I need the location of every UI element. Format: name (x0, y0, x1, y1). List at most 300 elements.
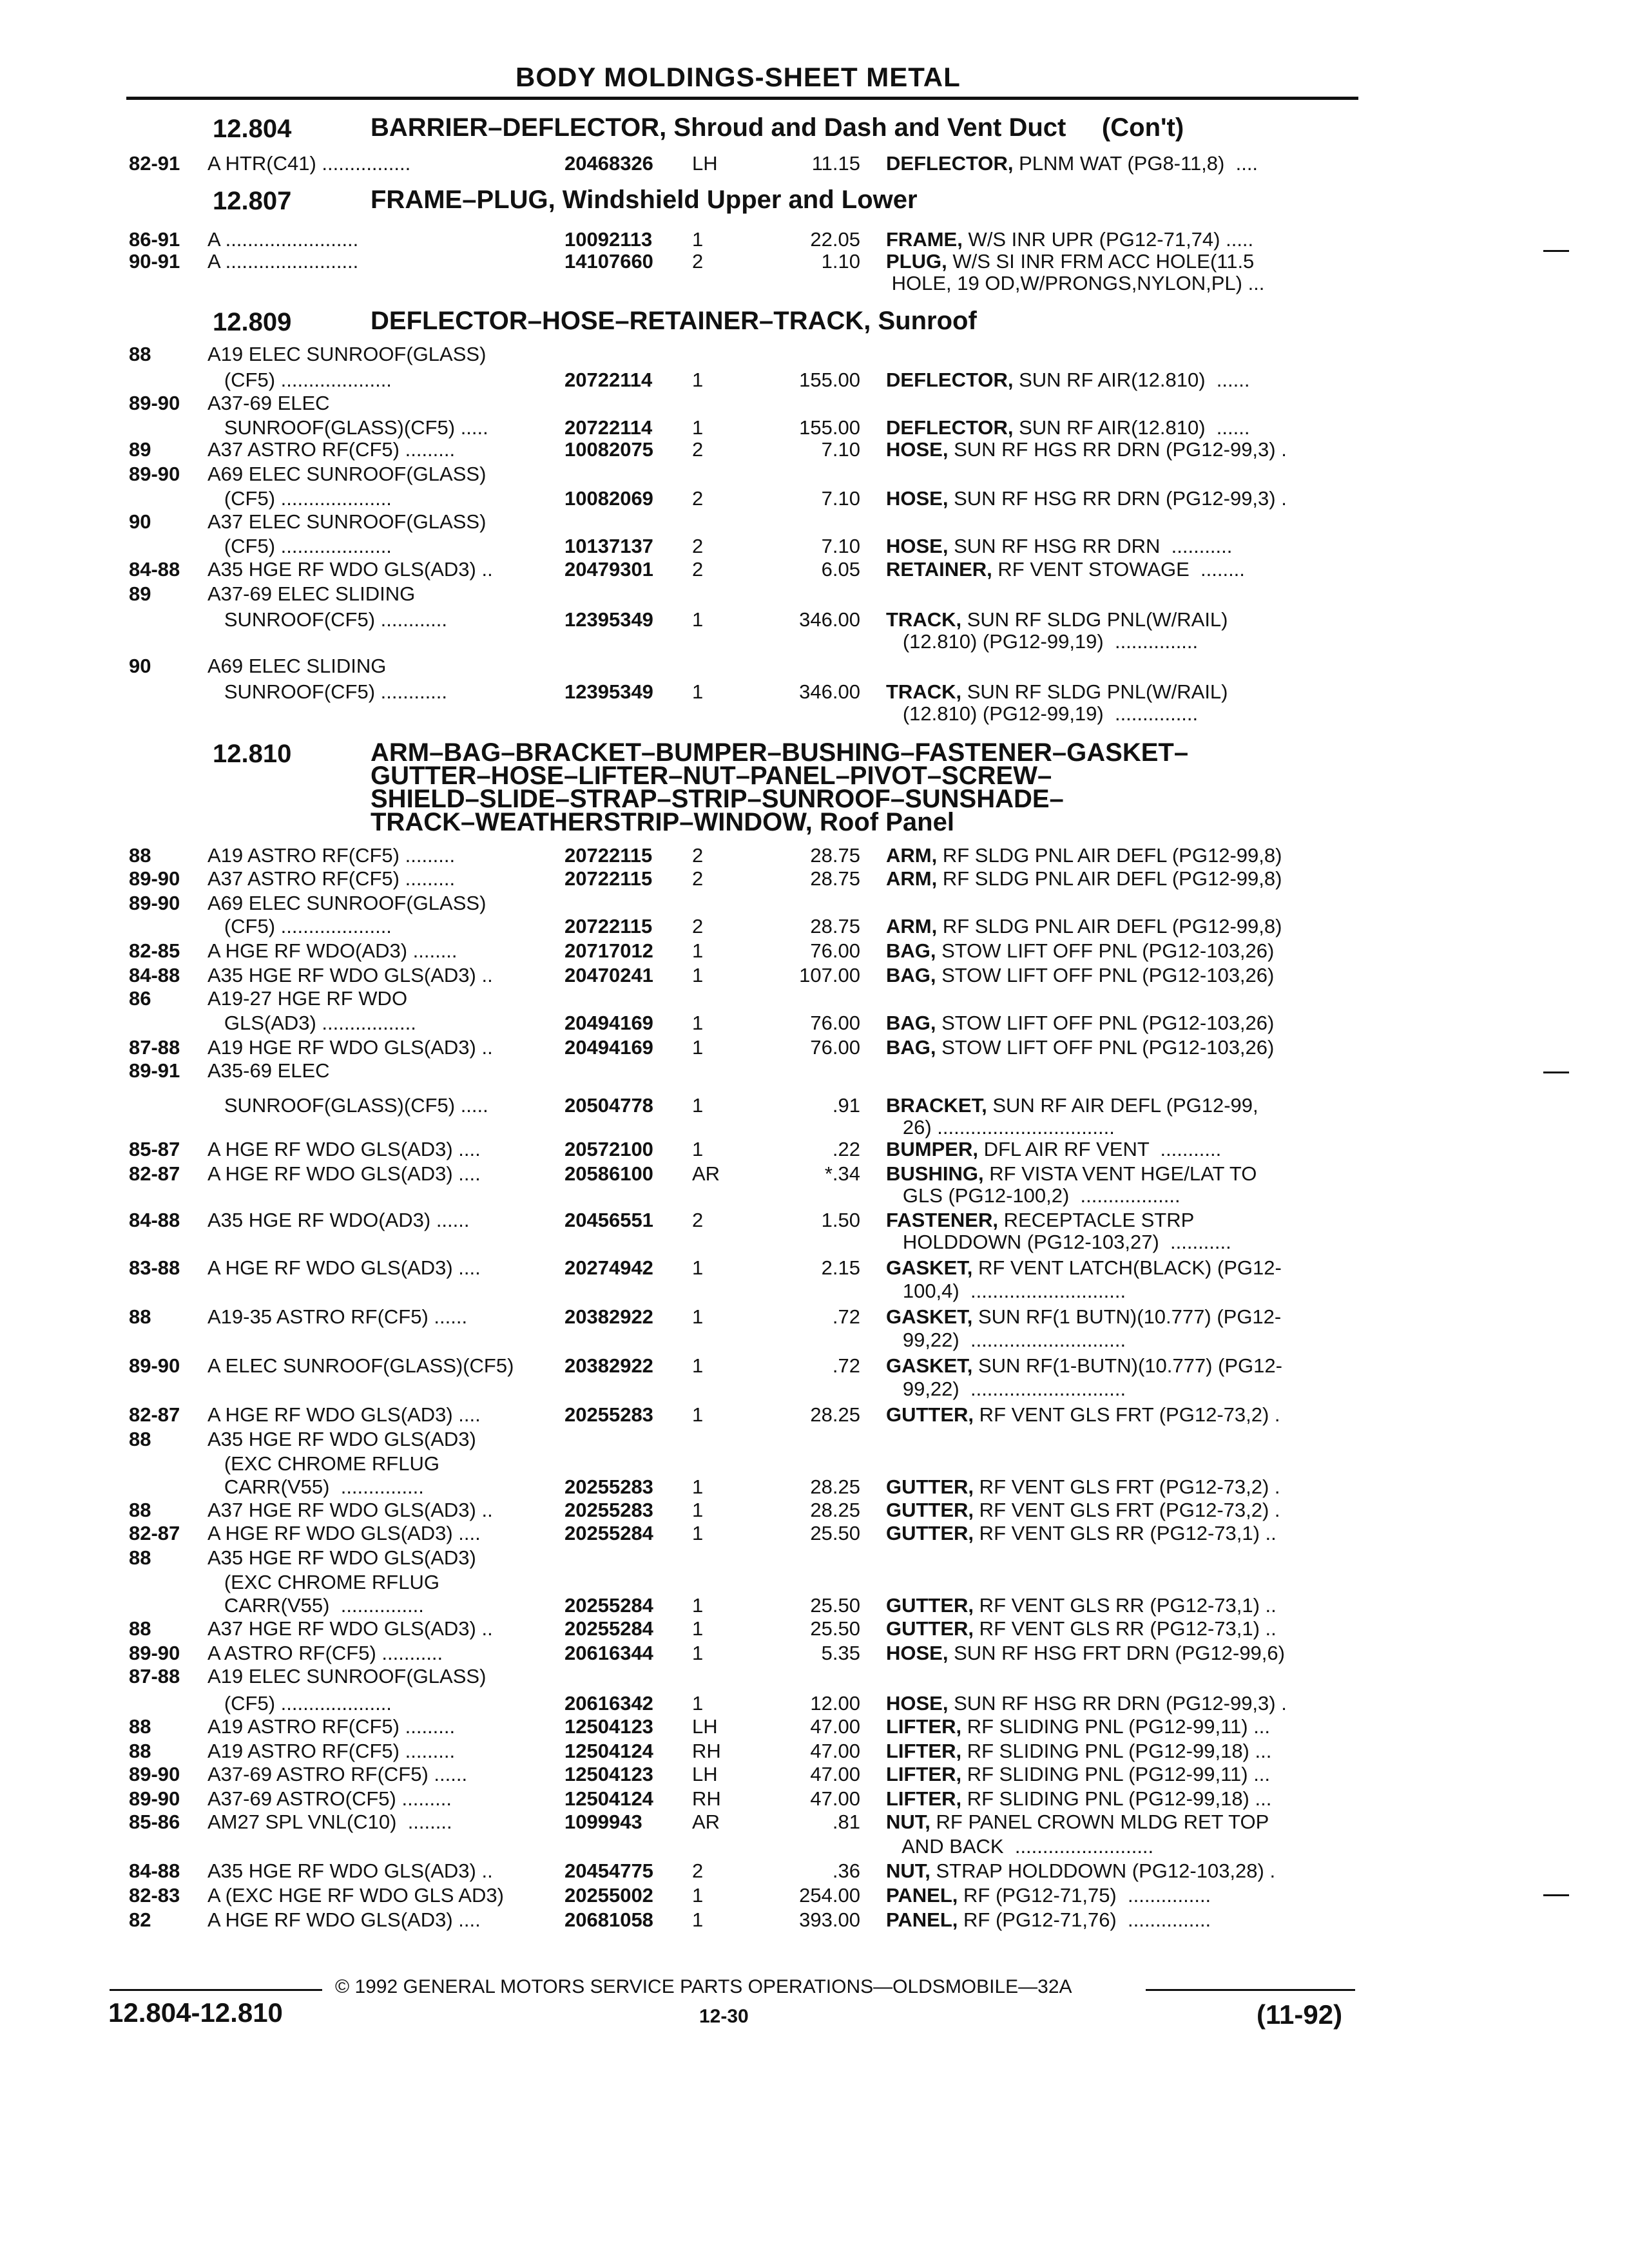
model-years: 87-88 (129, 1036, 180, 1059)
description (886, 1231, 1231, 1254)
table-row (0, 1617, 1629, 1640)
description-text: RF SLIDING PNL (PG12-99,11) ... (961, 1763, 1271, 1785)
application: A19 HGE RF WDO GLS(AD3) .. (207, 1036, 493, 1059)
description-head: LIFTER, (886, 1787, 962, 1810)
model-years: 83-88 (129, 1256, 180, 1279)
description-text: SUN RF AIR(12.810) ...... (1013, 416, 1250, 439)
quantity: 2 (692, 1209, 704, 1231)
price: 28.25 (810, 1403, 860, 1426)
price: 28.75 (810, 844, 860, 867)
description-text: 99,22) ............................ (886, 1378, 1126, 1400)
quantity: 1 (692, 1475, 704, 1498)
description-head: GASKET, (886, 1354, 973, 1377)
quantity: 2 (692, 915, 704, 937)
description-text: RF SLDG PNL AIR DEFL (PG12-99,8) (937, 867, 1282, 890)
part-number: 12504124 (564, 1740, 653, 1762)
description-text: PLNM WAT (PG8-11,8) .... (1013, 152, 1258, 175)
table-row (0, 438, 1629, 461)
price: .22 (832, 1138, 860, 1160)
description (886, 250, 1254, 273)
description-text: SUN RF HSG RR DRN (PG12-99,3) . (948, 1692, 1287, 1715)
description-text: HOLDDOWN (PG12-103,27) ........... (886, 1231, 1231, 1253)
description-text: W/S SI INR FRM ACC HOLE(11.5 (947, 250, 1255, 273)
description-head: HOSE, (886, 487, 949, 510)
description-head: LIFTER, (886, 1763, 962, 1785)
application: A37 ASTRO RF(CF5) ......... (207, 867, 456, 890)
table-row (0, 987, 1629, 1010)
table-row (0, 558, 1629, 581)
description (886, 1162, 1257, 1186)
header-rule (126, 97, 1358, 100)
part-number: 12504123 (564, 1763, 653, 1785)
table-row (0, 1184, 1629, 1207)
section-title: FRAME–PLUG, Windshield Upper and Lower (371, 186, 918, 214)
application: (CF5) .................... (207, 1692, 392, 1715)
description-head: LIFTER, (886, 1740, 962, 1762)
part-number: 20382922 (564, 1305, 653, 1328)
table-row (0, 463, 1629, 486)
table-row (0, 608, 1629, 631)
table-row (0, 1811, 1629, 1834)
application: SUNROOF(GLASS)(CF5) ..... (207, 1094, 488, 1117)
description (886, 702, 1198, 726)
model-years: 90 (129, 655, 151, 677)
part-number: 20255002 (564, 1884, 653, 1907)
part-number: 10137137 (564, 535, 653, 557)
table-row (0, 915, 1629, 938)
table-row (0, 228, 1629, 251)
model-years: 87-88 (129, 1665, 180, 1687)
description (886, 1256, 1282, 1280)
application: A35 HGE RF WDO GLS(AD3) .. (207, 558, 493, 581)
table-row (0, 844, 1629, 867)
application: A ASTRO RF(CF5) ........... (207, 1642, 443, 1664)
price: *.34 (824, 1162, 860, 1185)
application: (CF5) .................... (207, 369, 392, 391)
price: .72 (832, 1305, 860, 1328)
part-number: 20255284 (564, 1594, 653, 1617)
table-row (0, 1138, 1629, 1161)
model-years: 84-88 (129, 1860, 180, 1882)
description (886, 1763, 1270, 1786)
description-head: DEFLECTOR, (886, 416, 1014, 439)
part-number: 20382922 (564, 1354, 653, 1377)
description (886, 680, 1228, 704)
description (886, 844, 1282, 867)
part-number: 20722115 (564, 844, 653, 867)
description (886, 1280, 1126, 1303)
section-title: DEFLECTOR–HOSE–RETAINER–TRACK, Sunroof (371, 307, 977, 335)
model-years: 84-88 (129, 558, 180, 581)
quantity: 2 (692, 487, 704, 510)
description-text: SUN RF HSG FRT DRN (PG12-99,6) (948, 1642, 1285, 1664)
part-number: 10082069 (564, 487, 653, 510)
part-number: 20255283 (564, 1403, 653, 1426)
price: 25.50 (810, 1522, 860, 1544)
model-years: 84-88 (129, 964, 180, 986)
table-row (0, 152, 1629, 175)
description-text: SUN RF HSG RR DRN ........... (948, 535, 1233, 557)
price: 76.00 (810, 939, 860, 962)
description (886, 1305, 1281, 1329)
part-number: 12395349 (564, 680, 653, 703)
description-head: BAG, (886, 964, 936, 986)
application: SUNROOF(GLASS)(CF5) ..... (207, 416, 488, 439)
quantity: RH (692, 1740, 721, 1762)
description-text: SUN RF(1-BUTN)(10.777) (PG12- (972, 1354, 1282, 1377)
description (886, 558, 1245, 581)
price: 346.00 (799, 608, 860, 631)
description (886, 1354, 1282, 1378)
description (886, 1692, 1287, 1715)
model-years: 89 (129, 582, 151, 605)
description-text: RF SLIDING PNL (PG12-99,18) ... (961, 1740, 1272, 1762)
application: A HGE RF WDO GLS(AD3) .... (207, 1256, 481, 1279)
table-row (0, 510, 1629, 533)
model-years: 89-90 (129, 1354, 180, 1377)
price: .36 (832, 1860, 860, 1882)
application: A35 HGE RF WDO GLS(AD3) .. (207, 964, 493, 986)
price: 28.25 (810, 1499, 860, 1521)
description (886, 1811, 1269, 1834)
model-years: 89-90 (129, 1763, 180, 1785)
part-number: 10092113 (564, 228, 653, 251)
part-number: 12395349 (564, 608, 653, 631)
model-years: 90-91 (129, 250, 180, 273)
part-number: 12504123 (564, 1715, 653, 1738)
quantity: 1 (692, 228, 704, 251)
description (886, 1835, 1153, 1858)
quantity: 2 (692, 844, 704, 867)
application: A HGE RF WDO GLS(AD3) .... (207, 1403, 481, 1426)
price: 7.10 (821, 535, 860, 557)
model-years: 82-87 (129, 1522, 180, 1544)
table-row (0, 1546, 1629, 1570)
description-text: RF VENT GLS RR (PG12-73,1) .. (974, 1594, 1277, 1617)
quantity: 1 (692, 369, 704, 391)
application: A ELEC SUNROOF(GLASS)(CF5) (207, 1354, 514, 1377)
table-row (0, 1715, 1629, 1738)
model-years: 88 (129, 343, 151, 365)
application: SUNROOF(CF5) ............ (207, 680, 448, 703)
table-row (0, 1012, 1629, 1035)
part-number: 20586100 (564, 1162, 653, 1185)
description (886, 1403, 1280, 1427)
table-row (0, 1403, 1629, 1427)
description (886, 416, 1249, 439)
section-number: 12.804 (213, 115, 292, 143)
table-row (0, 1162, 1629, 1186)
description-text: W/S INR UPR (PG12-71,74) ..... (962, 228, 1254, 251)
model-years: 89-90 (129, 867, 180, 890)
part-number: 20572100 (564, 1138, 653, 1160)
part-number: 20454775 (564, 1860, 653, 1882)
price: 6.05 (821, 558, 860, 581)
description (886, 1499, 1280, 1522)
table-row (0, 1231, 1629, 1254)
description-text: 99,22) ............................ (886, 1329, 1126, 1351)
model-years: 82 (129, 1908, 151, 1931)
model-years: 89-90 (129, 463, 180, 485)
application: CARR(V55) ............... (207, 1594, 424, 1617)
price: 76.00 (810, 1036, 860, 1059)
description-text: STOW LIFT OFF PNL (PG12-103,26) (936, 939, 1275, 962)
description-text: STOW LIFT OFF PNL (PG12-103,26) (936, 1012, 1275, 1034)
price: 76.00 (810, 1012, 860, 1034)
table-row (0, 416, 1629, 439)
part-number: 20274942 (564, 1256, 653, 1279)
description-head: BAG, (886, 1012, 936, 1034)
model-years: 82-87 (129, 1403, 180, 1426)
part-number: 20494169 (564, 1012, 653, 1034)
description-text: RF (PG12-71,75) ............... (958, 1884, 1211, 1907)
part-number: 1099943 (564, 1811, 642, 1833)
description (886, 1908, 1211, 1932)
part-number: 20456551 (564, 1209, 653, 1231)
application: (CF5) .................... (207, 915, 392, 937)
section-title: BARRIER–DEFLECTOR, Shroud and Dash and Vent Duct (Con't) (371, 113, 1184, 142)
table-row (0, 1036, 1629, 1059)
table-row (0, 1475, 1629, 1499)
price: 1.10 (821, 250, 860, 273)
description (886, 1378, 1126, 1401)
footer-rule-left (110, 1989, 322, 1991)
table-row (0, 1280, 1629, 1303)
description (886, 608, 1228, 631)
model-years: 90 (129, 510, 151, 533)
price: 47.00 (810, 1715, 860, 1738)
quantity: 1 (692, 1617, 704, 1640)
description-text: STOW LIFT OFF PNL (PG12-103,26) (936, 964, 1275, 986)
application: A19-27 HGE RF WDO (207, 987, 408, 1010)
table-row (0, 369, 1629, 392)
description-head: GUTTER, (886, 1617, 974, 1640)
description-text: GLS (PG12-100,2) .................. (886, 1184, 1181, 1207)
section-title: ARM–BAG–BRACKET–BUMPER–BUSHING–FASTENER–GASKET– (371, 738, 1189, 767)
application: A19 ASTRO RF(CF5) ......... (207, 1740, 456, 1762)
price: 25.50 (810, 1594, 860, 1617)
application: A ........................ (207, 250, 359, 273)
description-head: NUT, (886, 1860, 930, 1882)
quantity: 1 (692, 1594, 704, 1617)
table-row (0, 1740, 1629, 1763)
model-years: 82-91 (129, 152, 180, 175)
table-row (0, 1354, 1629, 1378)
price: 107.00 (799, 964, 860, 986)
table-row (0, 702, 1629, 726)
quantity: 1 (692, 1499, 704, 1521)
description-head: PANEL, (886, 1884, 958, 1907)
part-number: 20504778 (564, 1094, 653, 1117)
table-row (0, 487, 1629, 510)
description-text: SUN RF(1 BUTN)(10.777) (PG12- (972, 1305, 1282, 1328)
description (886, 630, 1198, 653)
description-head: PANEL, (886, 1908, 958, 1931)
table-row (0, 1860, 1629, 1883)
description-text: RF VENT GLS FRT (PG12-73,2) . (974, 1403, 1280, 1426)
description (886, 1642, 1285, 1665)
description (886, 1036, 1274, 1059)
price: 28.25 (810, 1475, 860, 1498)
application: A37 HGE RF WDO GLS(AD3) .. (207, 1617, 493, 1640)
description (886, 228, 1253, 251)
description (886, 535, 1232, 558)
description (886, 1787, 1271, 1811)
price: 47.00 (810, 1763, 860, 1785)
table-row (0, 630, 1629, 653)
description-text: RF VENT GLS RR (PG12-73,1) .. (974, 1522, 1277, 1544)
page-header-title: BODY MOLDINGS-SHEET METAL (516, 62, 961, 92)
application: A19-35 ASTRO RF(CF5) ...... (207, 1305, 468, 1328)
price: .91 (832, 1094, 860, 1117)
description-text: RF SLIDING PNL (PG12-99,18) ... (961, 1787, 1272, 1810)
table-row (0, 939, 1629, 963)
model-years: 89-90 (129, 892, 180, 914)
table-row (0, 392, 1629, 415)
application: A HGE RF WDO GLS(AD3) .... (207, 1908, 481, 1931)
description-text: SUN RF HSG RR DRN (PG12-99,3) . (948, 487, 1287, 510)
description (886, 1138, 1221, 1161)
description-text: SUN RF HGS RR DRN (PG12-99,3) . (948, 438, 1287, 461)
part-number: 20468326 (564, 152, 653, 175)
description-text: RF SLDG PNL AIR DEFL (PG12-99,8) (937, 915, 1282, 937)
model-years: 88 (129, 1546, 151, 1569)
description (886, 1617, 1277, 1640)
model-years: 89-90 (129, 1642, 180, 1664)
part-number: 14107660 (564, 250, 653, 273)
table-row (0, 1665, 1629, 1688)
page-number: 12-30 (699, 2006, 749, 2027)
quantity: 1 (692, 964, 704, 986)
part-number: 20255283 (564, 1475, 653, 1498)
price: 28.75 (810, 867, 860, 890)
quantity: 2 (692, 867, 704, 890)
part-number: 20470241 (564, 964, 653, 986)
model-years: 88 (129, 844, 151, 867)
description (886, 1594, 1277, 1617)
quantity: 1 (692, 1094, 704, 1117)
application: (CF5) .................... (207, 535, 392, 557)
model-years: 85-86 (129, 1811, 180, 1833)
price: 155.00 (799, 416, 860, 439)
application: A19 ASTRO RF(CF5) ......... (207, 844, 456, 867)
section-number: 12.810 (213, 740, 292, 768)
price: 47.00 (810, 1787, 860, 1810)
description-text: SUN RF AIR(12.810) ...... (1013, 369, 1250, 391)
part-number: 20255284 (564, 1522, 653, 1544)
model-years: 88 (129, 1740, 151, 1762)
price: 5.35 (821, 1642, 860, 1664)
margin-tick (1543, 1072, 1569, 1073)
quantity: 1 (692, 1036, 704, 1059)
description-head: HOSE, (886, 1692, 949, 1715)
table-row (0, 1787, 1629, 1811)
description-head: BUMPER, (886, 1138, 978, 1160)
quantity: 1 (692, 1403, 704, 1426)
application: A37-69 ELEC (207, 392, 330, 414)
quantity: 1 (692, 1884, 704, 1907)
application: CARR(V55) ............... (207, 1475, 424, 1498)
description-head: TRACK, (886, 608, 962, 631)
description (886, 1884, 1211, 1907)
application: (CF5) .................... (207, 487, 392, 510)
table-row (0, 535, 1629, 558)
quantity: 1 (692, 1642, 704, 1664)
table-row (0, 1116, 1629, 1139)
copyright-text: © 1992 GENERAL MOTORS SERVICE PARTS OPERATIONS—OLDSMOBILE—32A (335, 1976, 1072, 1997)
description (886, 964, 1274, 987)
table-row (0, 1884, 1629, 1907)
application: A ........................ (207, 228, 359, 251)
description-head: FASTENER, (886, 1209, 998, 1231)
description-text: RF (PG12-71,76) ............... (958, 1908, 1211, 1931)
quantity: 2 (692, 558, 704, 581)
table-row (0, 1094, 1629, 1117)
application: A19 ELEC SUNROOF(GLASS) (207, 1665, 487, 1687)
quantity: 1 (692, 1908, 704, 1931)
description-head: ARM, (886, 915, 938, 937)
description-head: BUSHING, (886, 1162, 984, 1185)
description-head: GUTTER, (886, 1499, 974, 1521)
description-head: HOSE, (886, 535, 949, 557)
section-title: SHIELD–SLIDE–STRAP–STRIP–SUNROOF–SUNSHADE– (371, 785, 1064, 813)
table-row (0, 1835, 1629, 1858)
table-row (0, 1256, 1629, 1280)
description (886, 1860, 1275, 1883)
description-head: TRACK, (886, 680, 962, 703)
quantity: 2 (692, 438, 704, 461)
description-head: BRACKET, (886, 1094, 987, 1117)
section-number: 12.809 (213, 308, 292, 336)
description (886, 1012, 1274, 1035)
application: A35 HGE RF WDO GLS(AD3) (207, 1428, 476, 1450)
application: A35-69 ELEC (207, 1059, 330, 1082)
quantity: LH (692, 1715, 718, 1738)
part-number: 20722114 (564, 369, 653, 391)
part-number: 20722114 (564, 416, 653, 439)
table-row (0, 250, 1629, 273)
price: 22.05 (810, 228, 860, 251)
application: A19 ASTRO RF(CF5) ......... (207, 1715, 456, 1738)
part-number: 20479301 (564, 558, 653, 581)
description-text: (12.810) (PG12-99,19) ............... (886, 630, 1199, 653)
description (886, 915, 1282, 938)
price: 346.00 (799, 680, 860, 703)
price: 7.10 (821, 487, 860, 510)
description-head: GUTTER, (886, 1594, 974, 1617)
application: A19 ELEC SUNROOF(GLASS) (207, 343, 487, 365)
description (886, 1522, 1277, 1545)
model-years: 88 (129, 1305, 151, 1328)
description-text: (12.810) (PG12-99,19) ............... (886, 702, 1199, 725)
section-number: 12.807 (213, 187, 292, 215)
description-text: RF VENT GLS FRT (PG12-73,2) . (974, 1475, 1280, 1498)
quantity: 1 (692, 680, 704, 703)
table-row (0, 1571, 1629, 1594)
price: 25.50 (810, 1617, 860, 1640)
application: A HTR(C41) ................ (207, 152, 411, 175)
description-text: RF VENT GLS RR (PG12-73,1) .. (974, 1617, 1277, 1640)
table-row (0, 1522, 1629, 1545)
description-head: GASKET, (886, 1305, 973, 1328)
application: A HGE RF WDO GLS(AD3) .... (207, 1522, 481, 1544)
description-head: BAG, (886, 939, 936, 962)
description-text: RF PANEL CROWN MLDG RET TOP (930, 1811, 1269, 1833)
model-years: 89-91 (129, 1059, 180, 1082)
table-row (0, 1642, 1629, 1665)
section-title: TRACK–WEATHERSTRIP–WINDOW, Roof Panel (371, 808, 954, 836)
quantity: 1 (692, 939, 704, 962)
